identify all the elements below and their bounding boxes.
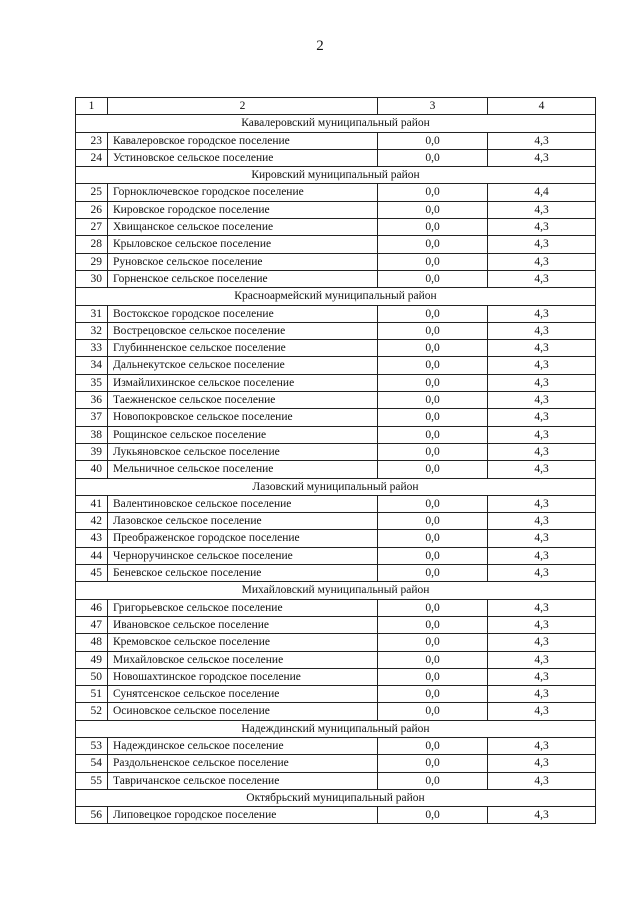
settlement-name: Тавричанское сельское поселение <box>108 772 378 789</box>
section-header-row <box>76 478 596 495</box>
value-col-3: 0,0 <box>378 184 488 201</box>
value-col-4: 4,3 <box>488 149 596 166</box>
table-row <box>76 599 596 616</box>
value-col-3: 0,0 <box>378 132 488 149</box>
value-col-4: 4,3 <box>488 443 596 460</box>
row-number: 27 <box>76 219 108 236</box>
value-col-4: 4,3 <box>488 565 596 582</box>
settlement-name: Таежненское сельское поселение <box>108 392 378 409</box>
settlement-name: Дальнекутское сельское поселение <box>108 357 378 374</box>
value-col-4: 4,3 <box>488 409 596 426</box>
section-header-row <box>76 167 596 184</box>
settlement-name: Кировское городское поселение <box>108 201 378 218</box>
settlement-name: Мельничное сельское поселение <box>108 461 378 478</box>
settlement-name: Ивановское сельское поселение <box>108 616 378 633</box>
value-col-3: 0,0 <box>378 392 488 409</box>
value-col-4: 4,3 <box>488 513 596 530</box>
row-number: 36 <box>76 392 108 409</box>
table-row <box>76 236 596 253</box>
value-col-4: 4,3 <box>488 201 596 218</box>
settlement-name: Черноручинское сельское поселение <box>108 547 378 564</box>
value-col-3: 0,0 <box>378 616 488 633</box>
settlement-name: Преображенское городское поселение <box>108 530 378 547</box>
value-col-4: 4,3 <box>488 530 596 547</box>
settlement-name: Вострецовское сельское поселение <box>108 322 378 339</box>
section-title: Надеждинский муниципальный район <box>76 720 596 737</box>
header-row <box>76 98 596 115</box>
row-number: 26 <box>76 201 108 218</box>
value-col-4: 4,3 <box>488 807 596 824</box>
table-row <box>76 565 596 582</box>
table-row <box>76 201 596 218</box>
settlement-name: Хвищанское сельское поселение <box>108 219 378 236</box>
settlement-name: Горненское сельское поселение <box>108 270 378 287</box>
section-title: Октябрьский муниципальный район <box>76 789 596 806</box>
value-col-3: 0,0 <box>378 357 488 374</box>
value-col-3: 0,0 <box>378 426 488 443</box>
value-col-3: 0,0 <box>378 651 488 668</box>
settlement-name: Лазовское сельское поселение <box>108 513 378 530</box>
settlement-name: Горноключевское городское поселение <box>108 184 378 201</box>
row-number: 45 <box>76 565 108 582</box>
table-row <box>76 737 596 754</box>
row-number: 35 <box>76 374 108 391</box>
value-col-4: 4,3 <box>488 426 596 443</box>
settlement-name: Руновское сельское поселение <box>108 253 378 270</box>
row-number: 54 <box>76 755 108 772</box>
table-row <box>76 322 596 339</box>
section-title: Кировский муниципальный район <box>76 167 596 184</box>
row-number: 53 <box>76 737 108 754</box>
section-title: Михайловский муниципальный район <box>76 582 596 599</box>
table-row <box>76 634 596 651</box>
section-header-row <box>76 789 596 806</box>
row-number: 49 <box>76 651 108 668</box>
row-number: 37 <box>76 409 108 426</box>
value-col-3: 0,0 <box>378 807 488 824</box>
value-col-3: 0,0 <box>378 270 488 287</box>
settlement-name: Востокское городское поселение <box>108 305 378 322</box>
value-col-4: 4,3 <box>488 461 596 478</box>
row-number: 30 <box>76 270 108 287</box>
table-row <box>76 184 596 201</box>
value-col-3: 0,0 <box>378 599 488 616</box>
row-number: 31 <box>76 305 108 322</box>
table-row <box>76 495 596 512</box>
table-row <box>76 149 596 166</box>
value-col-4: 4,4 <box>488 184 596 201</box>
value-col-4: 4,3 <box>488 322 596 339</box>
row-number: 28 <box>76 236 108 253</box>
row-number: 39 <box>76 443 108 460</box>
table-row <box>76 772 596 789</box>
value-col-3: 0,0 <box>378 495 488 512</box>
settlement-name: Кавалеровское городское поселение <box>108 132 378 149</box>
settlement-name: Надеждинское сельское поселение <box>108 737 378 754</box>
value-col-4: 4,3 <box>488 357 596 374</box>
table-row <box>76 443 596 460</box>
settlement-name: Осиновское сельское поселение <box>108 703 378 720</box>
table-row <box>76 686 596 703</box>
settlement-name: Новошахтинское городское поселение <box>108 668 378 685</box>
table-row <box>76 340 596 357</box>
value-col-3: 0,0 <box>378 703 488 720</box>
row-number: 24 <box>76 149 108 166</box>
table-row <box>76 651 596 668</box>
row-number: 33 <box>76 340 108 357</box>
settlement-name: Михайловское сельское поселение <box>108 651 378 668</box>
value-col-3: 0,0 <box>378 253 488 270</box>
row-number: 52 <box>76 703 108 720</box>
table-row <box>76 513 596 530</box>
header-col-4: 4 <box>488 98 596 115</box>
value-col-3: 0,0 <box>378 374 488 391</box>
value-col-4: 4,3 <box>488 305 596 322</box>
row-number: 23 <box>76 132 108 149</box>
section-header-row <box>76 288 596 305</box>
value-col-3: 0,0 <box>378 755 488 772</box>
value-col-3: 0,0 <box>378 322 488 339</box>
settlement-name: Крыловское сельское поселение <box>108 236 378 253</box>
section-header-row <box>76 115 596 132</box>
value-col-4: 4,3 <box>488 253 596 270</box>
value-col-4: 4,3 <box>488 392 596 409</box>
settlement-name: Григорьевское сельское поселение <box>108 599 378 616</box>
value-col-4: 4,3 <box>488 599 596 616</box>
value-col-4: 4,3 <box>488 132 596 149</box>
value-col-4: 4,3 <box>488 651 596 668</box>
table-row <box>76 807 596 824</box>
settlement-name: Устиновское сельское поселение <box>108 149 378 166</box>
settlements-table <box>75 97 596 824</box>
row-number: 56 <box>76 807 108 824</box>
header-col-2: 2 <box>108 98 378 115</box>
row-number: 38 <box>76 426 108 443</box>
table-row <box>76 357 596 374</box>
header-col-3: 3 <box>378 98 488 115</box>
section-title: Красноармейский муниципальный район <box>76 288 596 305</box>
value-col-4: 4,3 <box>488 703 596 720</box>
table-row <box>76 547 596 564</box>
section-header-row <box>76 582 596 599</box>
header-col-1: 1 <box>76 98 108 115</box>
table-row <box>76 461 596 478</box>
settlement-name: Кремовское сельское поселение <box>108 634 378 651</box>
value-col-3: 0,0 <box>378 565 488 582</box>
row-number: 55 <box>76 772 108 789</box>
table-row <box>76 530 596 547</box>
value-col-3: 0,0 <box>378 340 488 357</box>
value-col-4: 4,3 <box>488 616 596 633</box>
table-row <box>76 253 596 270</box>
row-number: 46 <box>76 599 108 616</box>
value-col-4: 4,3 <box>488 668 596 685</box>
table-row <box>76 409 596 426</box>
row-number: 29 <box>76 253 108 270</box>
row-number: 44 <box>76 547 108 564</box>
table-row <box>76 270 596 287</box>
value-col-4: 4,3 <box>488 374 596 391</box>
settlement-name: Валентиновское сельское поселение <box>108 495 378 512</box>
settlement-name: Липовецкое городское поселение <box>108 807 378 824</box>
value-col-3: 0,0 <box>378 201 488 218</box>
value-col-4: 4,3 <box>488 340 596 357</box>
row-number: 41 <box>76 495 108 512</box>
value-col-4: 4,3 <box>488 737 596 754</box>
value-col-3: 0,0 <box>378 547 488 564</box>
value-col-3: 0,0 <box>378 409 488 426</box>
row-number: 42 <box>76 513 108 530</box>
row-number: 40 <box>76 461 108 478</box>
settlement-name: Рощинское сельское поселение <box>108 426 378 443</box>
value-col-3: 0,0 <box>378 305 488 322</box>
value-col-4: 4,3 <box>488 634 596 651</box>
row-number: 51 <box>76 686 108 703</box>
value-col-3: 0,0 <box>378 513 488 530</box>
value-col-3: 0,0 <box>378 668 488 685</box>
settlement-name: Измайлихинское сельское поселение <box>108 374 378 391</box>
table-row <box>76 616 596 633</box>
row-number: 43 <box>76 530 108 547</box>
value-col-3: 0,0 <box>378 530 488 547</box>
table-body <box>76 98 596 824</box>
value-col-4: 4,3 <box>488 270 596 287</box>
value-col-3: 0,0 <box>378 634 488 651</box>
value-col-3: 0,0 <box>378 219 488 236</box>
value-col-3: 0,0 <box>378 737 488 754</box>
value-col-4: 4,3 <box>488 755 596 772</box>
settlement-name: Беневское сельское поселение <box>108 565 378 582</box>
value-col-3: 0,0 <box>378 236 488 253</box>
table-row <box>76 392 596 409</box>
table-row <box>76 703 596 720</box>
settlement-name: Лукьяновское сельское поселение <box>108 443 378 460</box>
value-col-4: 4,3 <box>488 495 596 512</box>
row-number: 47 <box>76 616 108 633</box>
value-col-4: 4,3 <box>488 219 596 236</box>
value-col-4: 4,3 <box>488 547 596 564</box>
row-number: 25 <box>76 184 108 201</box>
table-row <box>76 668 596 685</box>
value-col-3: 0,0 <box>378 772 488 789</box>
table-row <box>76 374 596 391</box>
page-number: 2 <box>316 38 324 54</box>
settlement-name: Новопокровское сельское поселение <box>108 409 378 426</box>
table-row <box>76 219 596 236</box>
value-col-4: 4,3 <box>488 686 596 703</box>
row-number: 48 <box>76 634 108 651</box>
value-col-3: 0,0 <box>378 443 488 460</box>
settlement-name: Глубинненское сельское поселение <box>108 340 378 357</box>
section-header-row <box>76 720 596 737</box>
value-col-4: 4,3 <box>488 772 596 789</box>
section-title: Кавалеровский муниципальный район <box>76 115 596 132</box>
table-row <box>76 755 596 772</box>
table-row <box>76 426 596 443</box>
value-col-3: 0,0 <box>378 149 488 166</box>
value-col-3: 0,0 <box>378 461 488 478</box>
settlement-name: Раздольненское сельское поселение <box>108 755 378 772</box>
value-col-4: 4,3 <box>488 236 596 253</box>
row-number: 50 <box>76 668 108 685</box>
row-number: 34 <box>76 357 108 374</box>
value-col-3: 0,0 <box>378 686 488 703</box>
section-title: Лазовский муниципальный район <box>76 478 596 495</box>
table-row <box>76 132 596 149</box>
table-row <box>76 305 596 322</box>
settlement-name: Сунятсенское сельское поселение <box>108 686 378 703</box>
row-number: 32 <box>76 322 108 339</box>
